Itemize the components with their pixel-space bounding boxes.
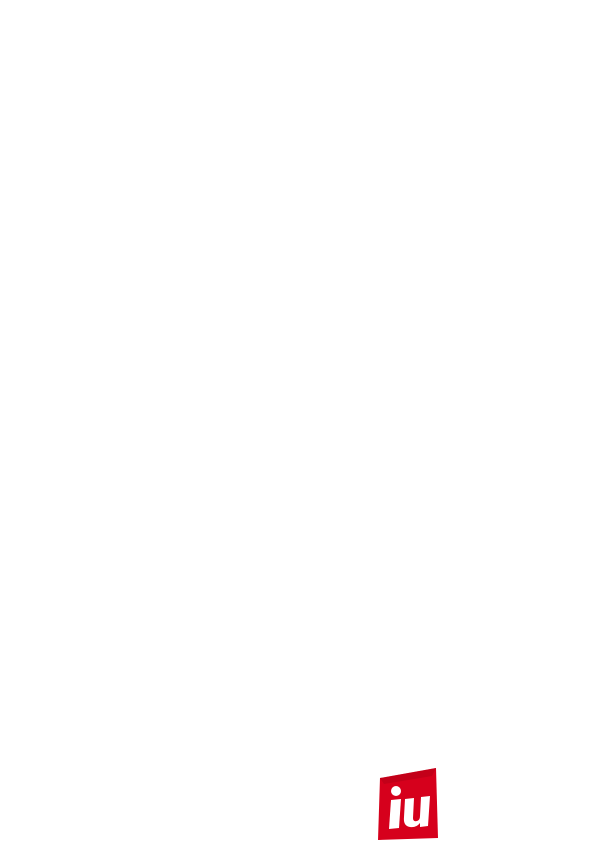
campaign-footer xyxy=(114,770,474,850)
iu-party-logo-icon xyxy=(372,764,444,844)
